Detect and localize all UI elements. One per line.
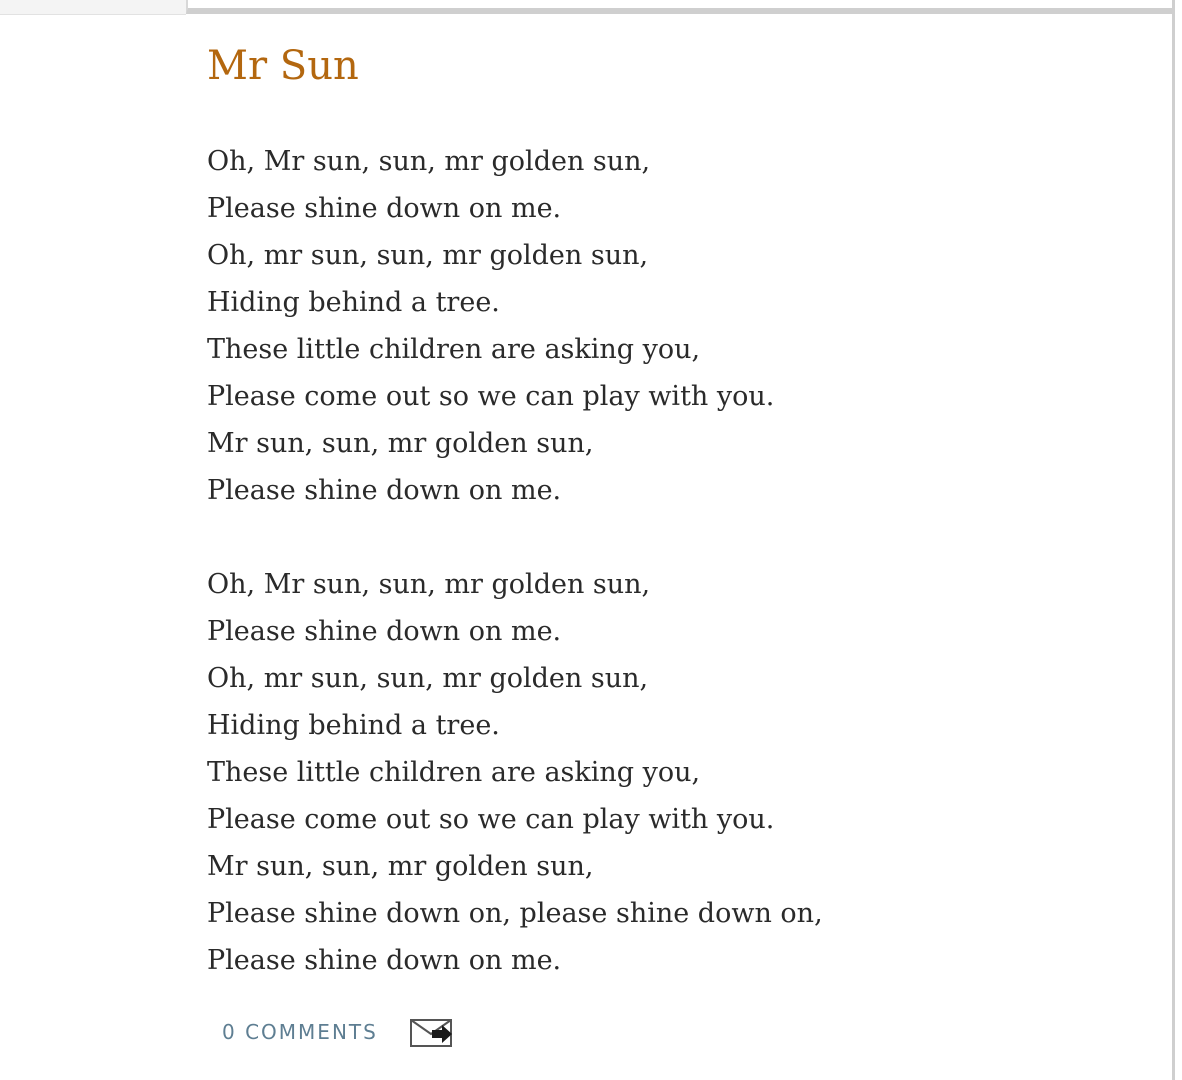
top-border-bar xyxy=(186,0,1176,14)
lyric-line: Please shine down on me. xyxy=(207,475,562,506)
email-post-icon[interactable] xyxy=(410,1016,454,1048)
lyric-line: Please come out so we can play with you. xyxy=(207,381,775,412)
lyric-line: These little children are asking you, xyxy=(207,757,701,788)
lyric-line: Mr sun, sun, mr golden sun, xyxy=(207,428,594,459)
lyric-line: Please shine down on me. xyxy=(207,193,562,224)
lyric-line: These little children are asking you, xyxy=(207,334,701,365)
blog-post xyxy=(207,40,1107,984)
lyric-line: Oh, mr sun, sun, mr golden sun, xyxy=(207,240,649,271)
envelope-arrow-icon xyxy=(410,1016,454,1048)
lyric-line: Oh, Mr sun, sun, mr golden sun, xyxy=(207,569,651,600)
post-body xyxy=(207,138,1107,984)
lyric-line: Hiding behind a tree. xyxy=(207,287,500,318)
stanza-2 xyxy=(207,561,1107,984)
lyric-line: Please come out so we can play with you. xyxy=(207,804,775,835)
lyric-line: Please shine down on, please shine down on, xyxy=(207,898,823,929)
lyric-line: Hiding behind a tree. xyxy=(207,710,500,741)
comments-link[interactable]: 0 COMMENTS xyxy=(222,1020,378,1044)
post-title[interactable]: Mr Sun xyxy=(207,43,359,89)
post-footer xyxy=(222,1012,454,1052)
lyric-line: Oh, Mr sun, sun, mr golden sun, xyxy=(207,146,651,177)
lyric-line: Oh, mr sun, sun, mr golden sun, xyxy=(207,663,649,694)
lyric-line: Mr sun, sun, mr golden sun, xyxy=(207,851,594,882)
lyric-line: Please shine down on me. xyxy=(207,616,562,647)
stanza-1 xyxy=(207,138,1107,514)
lyric-line: Please shine down on me. xyxy=(207,945,562,976)
top-left-panel xyxy=(0,0,186,15)
window-right-edge xyxy=(1172,0,1182,1080)
window-top-edge xyxy=(0,0,1182,18)
